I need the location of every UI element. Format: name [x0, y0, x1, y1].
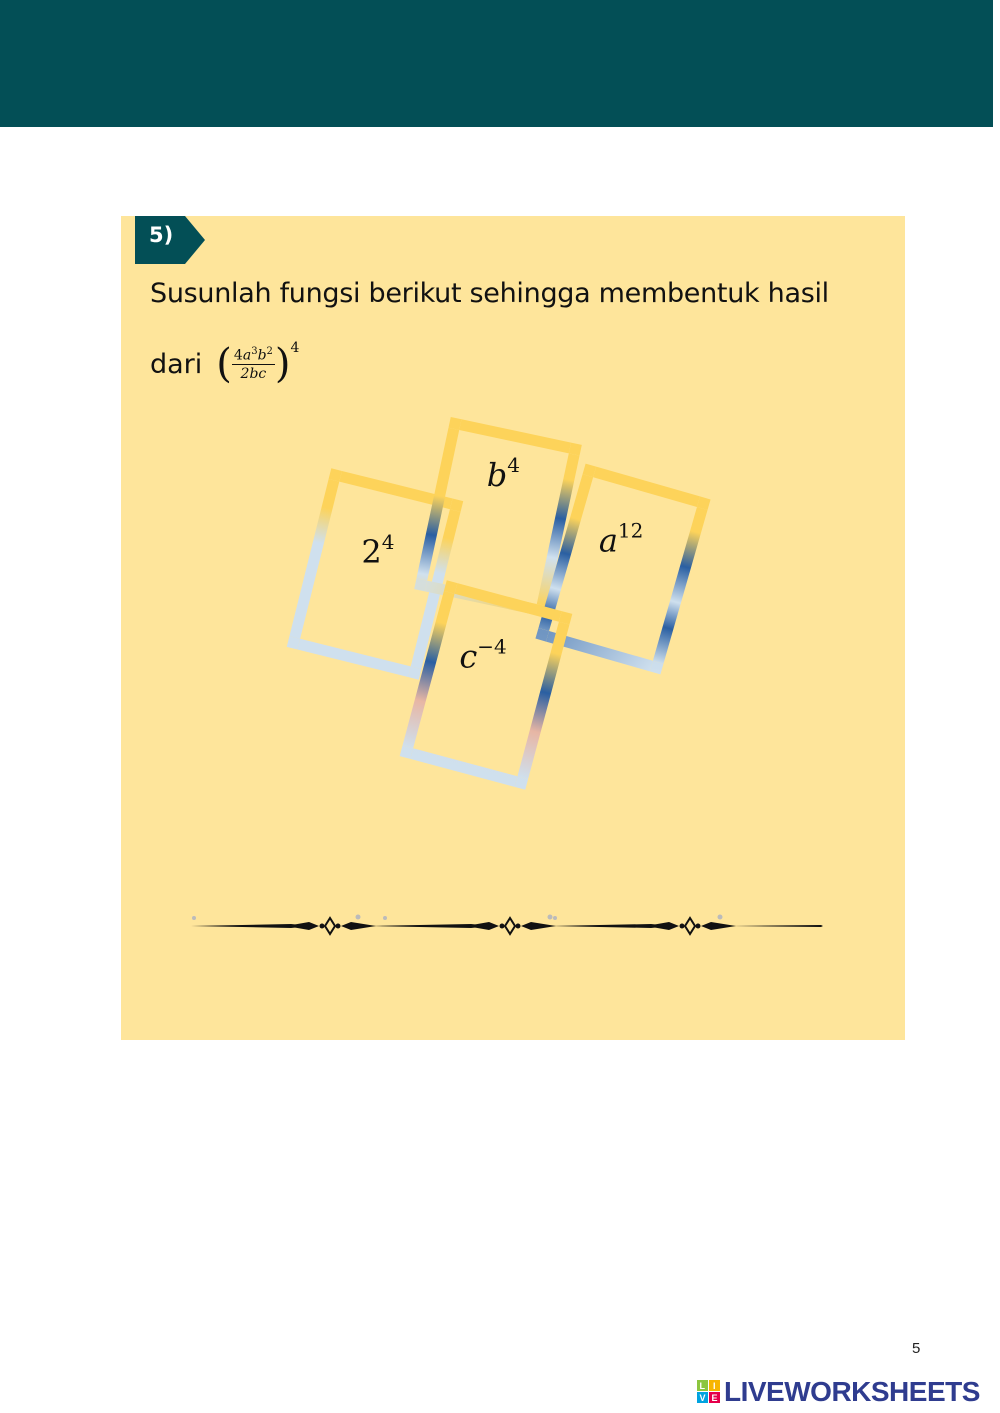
base: 2 — [361, 533, 382, 572]
exponent: 12 — [617, 518, 644, 543]
exponent: 4 — [507, 453, 521, 478]
target-expression — [216, 340, 300, 387]
base: c — [459, 637, 478, 676]
fraction-denominator: 2bc — [240, 366, 267, 383]
expression-fraction — [232, 346, 275, 383]
card-label-c-power-neg-four — [459, 634, 507, 676]
numerator-exp-b: 2 — [266, 345, 273, 357]
left-paren: ( — [216, 341, 232, 387]
base: b — [486, 456, 508, 495]
instruction-prefix: dari — [150, 348, 203, 380]
question-number-badge — [135, 216, 205, 264]
icon-letter-i: I — [713, 1381, 716, 1391]
numerator-var-b: b — [257, 347, 267, 364]
exponent: −4 — [477, 634, 507, 659]
instruction-line-two — [150, 340, 300, 387]
outer-exponent: 4 — [290, 340, 300, 356]
question-panel — [121, 216, 905, 1040]
card-label-b-power-four — [486, 453, 521, 495]
header-bar — [0, 0, 993, 127]
numerator-var-a: a — [242, 347, 252, 364]
numerator-exp-a: 3 — [251, 345, 258, 357]
ornamental-divider — [191, 906, 823, 946]
brand-name: LIVEWORKSHEETS — [724, 1376, 980, 1407]
exponent: 4 — [381, 530, 395, 555]
card-label-a-power-twelve — [598, 518, 644, 560]
liveworksheets-icon — [697, 1380, 721, 1404]
instruction-text: Susunlah fungsi berikut sehingga membentuk hasil — [150, 278, 829, 309]
icon-letter-v: V — [699, 1393, 706, 1403]
page-number: 5 — [912, 1340, 921, 1357]
icon-letter-l: L — [699, 1381, 705, 1391]
icon-letter-e: E — [711, 1393, 718, 1403]
card-label-two-power-four — [361, 530, 395, 572]
right-paren: ) — [274, 341, 291, 387]
base: a — [598, 521, 618, 560]
question-number: 5) — [149, 223, 174, 247]
numerator-coefficient: 4 — [233, 347, 243, 364]
liveworksheets-logo[interactable] — [697, 1376, 980, 1408]
fraction-numerator — [232, 346, 275, 366]
